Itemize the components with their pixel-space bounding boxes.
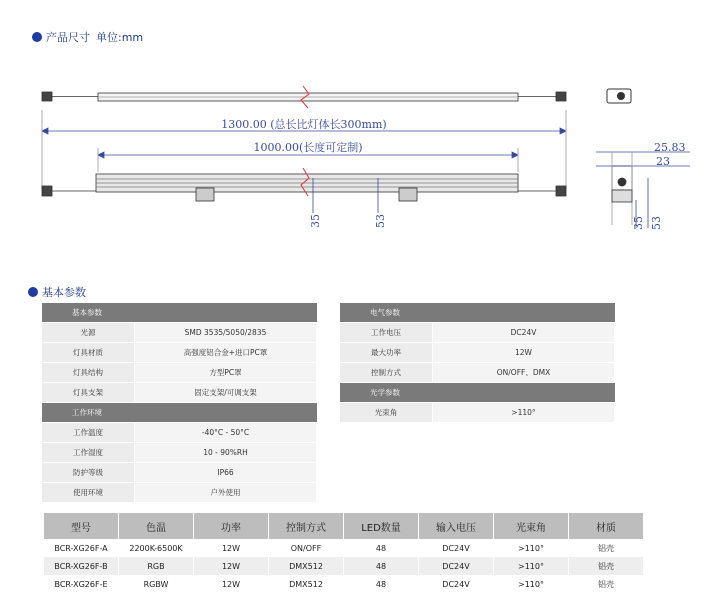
dim-53-label: 53 (374, 214, 387, 228)
param-value: SMD 3535/5050/2835 (135, 323, 317, 343)
param-row (42, 443, 317, 463)
table-cell: 48 (344, 575, 419, 593)
param-value: >110° (433, 403, 615, 423)
bullet-icon (28, 287, 38, 297)
table-cell: BCR-XG26F-A (44, 539, 119, 557)
connector-left-icon (42, 186, 52, 196)
top-view (42, 86, 566, 108)
table-cell: BCR-XG26F-B (44, 557, 119, 575)
table-cell: >110° (494, 539, 569, 557)
param-value: 10 - 90%RH (135, 443, 317, 463)
param-key: 光源 (42, 323, 135, 343)
section-title-params (28, 284, 86, 300)
param-row (340, 363, 615, 383)
table-cell: 铝壳 (569, 557, 644, 575)
param-key: 灯具结构 (42, 363, 135, 383)
param-key: 使用环境 (42, 483, 135, 503)
model-table-header: 控制方式 (269, 513, 344, 539)
side-dim-23-label: 23 (656, 155, 670, 168)
param-value: ON/OFF、DMX (433, 363, 615, 383)
param-value: -40°C - 50°C (135, 423, 317, 443)
dim-35-label: 35 (309, 214, 322, 228)
bracket-right-icon (399, 188, 417, 201)
table-cell: DC24V (419, 539, 494, 557)
model-table (44, 513, 644, 593)
param-value: DC24V (433, 323, 615, 343)
connector-right-icon (556, 186, 566, 196)
table-cell: 铝壳 (569, 539, 644, 557)
param-row (42, 323, 317, 343)
param-row (42, 383, 317, 403)
param-value: 户外使用 (135, 483, 317, 503)
param-key: 灯具材质 (42, 343, 135, 363)
connector-right-icon (556, 92, 566, 101)
param-key: 光束角 (340, 403, 433, 423)
table-cell: DMX512 (269, 575, 344, 593)
table-cell: DMX512 (269, 557, 344, 575)
param-key: 工作湿度 (42, 443, 135, 463)
table-cell: ON/OFF (269, 539, 344, 557)
side-dim-35-label: 35 (632, 216, 645, 230)
section-title-text: 基本参数 (42, 286, 86, 299)
param-group-header (340, 303, 615, 323)
param-key: 工作电压 (340, 323, 433, 343)
table-cell: >110° (494, 575, 569, 593)
basic-params-table (42, 303, 317, 503)
param-value: 方型PC罩 (135, 363, 317, 383)
table-cell: 铝壳 (569, 575, 644, 593)
model-table-header: 型号 (44, 513, 119, 539)
param-value: 12W (433, 343, 615, 363)
body-length-label: 1000.00(长度可定制) (253, 141, 363, 154)
table-row (44, 575, 644, 593)
side-dim-2583-label: 25.83 (654, 141, 686, 154)
table-row (44, 557, 644, 575)
param-group-header (340, 383, 615, 403)
model-table-header: 光束角 (494, 513, 569, 539)
electrical-params-table (340, 303, 615, 423)
table-cell: 12W (194, 557, 269, 575)
side-dim-53-label: 53 (650, 216, 663, 230)
table-row (44, 539, 644, 557)
param-group-label: 光学参数 (340, 383, 615, 403)
total-length-label: 1300.00 (总长比灯体长300mm) (221, 118, 387, 131)
param-group-label: 基本参数 (42, 303, 317, 323)
param-group-label: 工作环境 (42, 403, 317, 423)
param-row (42, 483, 317, 503)
param-group-header (42, 403, 317, 423)
dimension-drawing (0, 60, 715, 240)
model-table-header: 功率 (194, 513, 269, 539)
section-title-size (32, 29, 143, 45)
table-cell: BCR-XG26F-E (44, 575, 119, 593)
table-cell: 2200K-6500K (119, 539, 194, 557)
table-cell: 48 (344, 539, 419, 557)
param-value: IP66 (135, 463, 317, 483)
end-view-icon (607, 89, 631, 103)
param-row (42, 363, 317, 383)
bracket-left-icon (196, 188, 214, 201)
table-cell: 12W (194, 575, 269, 593)
param-row (340, 343, 615, 363)
table-cell: 48 (344, 557, 419, 575)
model-table-header: 输入电压 (419, 513, 494, 539)
bullet-icon (32, 32, 42, 42)
table-cell: 12W (194, 539, 269, 557)
table-cell: DC24V (419, 557, 494, 575)
model-table-header: 色温 (119, 513, 194, 539)
param-key: 工作温度 (42, 423, 135, 443)
param-key: 灯具支架 (42, 383, 135, 403)
table-cell: RGB (119, 557, 194, 575)
param-value: 固定支架/可调支架 (135, 383, 317, 403)
section-title-text: 产品尺寸 (46, 31, 90, 44)
param-key: 最大功率 (340, 343, 433, 363)
param-row (42, 423, 317, 443)
model-table-header: LED数量 (344, 513, 419, 539)
table-cell: RGBW (119, 575, 194, 593)
connector-left-icon (42, 92, 52, 101)
param-key: 控制方式 (340, 363, 433, 383)
param-row (42, 343, 317, 363)
table-cell: DC24V (419, 575, 494, 593)
param-value: 高强度铝合金+进口PC罩 (135, 343, 317, 363)
model-table-header: 材质 (569, 513, 644, 539)
table-cell: >110° (494, 557, 569, 575)
param-key: 防护等级 (42, 463, 135, 483)
param-row (340, 403, 615, 423)
front-view (42, 168, 566, 201)
param-group-label: 电气参数 (340, 303, 615, 323)
unit-label: 单位:mm (96, 31, 144, 44)
param-row (340, 323, 615, 343)
param-group-header (42, 303, 317, 323)
param-row (42, 463, 317, 483)
